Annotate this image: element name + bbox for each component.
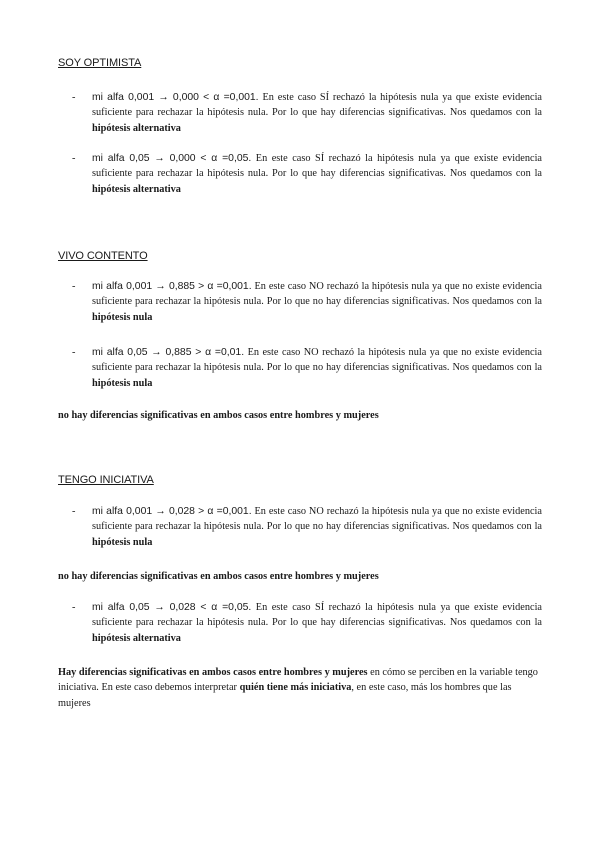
alpha-comparison: mi alfa 0,05 → 0,000 < α =0,05.	[92, 153, 252, 164]
explanation-text: En este caso NO rechazó la hipótesis nula ya que no existe evidencia suficiente para rechazar la hipótesis nula. Por lo que no hay diferencias significativas. Nos quedamos con la	[92, 347, 542, 374]
list-dash: -	[72, 347, 76, 358]
list-item	[72, 90, 542, 136]
explanation-text: En este caso SÍ rechazó la hipótesis nula ya que existe evidencia suficiente para rechazar la hipótesis nula. Por lo que hay diferencias significativas. Nos quedamos con la	[92, 602, 543, 629]
conclusion-paragraph	[58, 665, 542, 711]
list-dash: -	[72, 506, 76, 517]
alpha-comparison: mi alfa 0,001 → 0,028 > α =0,001.	[92, 506, 252, 517]
list-item-text	[92, 345, 542, 391]
list-dash: -	[72, 281, 76, 292]
list-item	[72, 600, 542, 646]
list-item-text	[92, 151, 542, 197]
conclusion-term: hipótesis nula	[92, 311, 153, 323]
list-item-text	[92, 90, 542, 136]
list-item-text	[92, 600, 542, 646]
explanation-text: En este caso NO rechazó la hipótesis nula ya que no existe evidencia suficiente para rechazar la hipótesis nula. Por lo que no hay diferencias significativas. Nos quedamos con la	[92, 281, 542, 308]
list-dash: -	[72, 602, 76, 613]
conclusion-term: hipótesis nula	[92, 377, 153, 389]
explanation-text: En este caso SÍ rechazó la hipótesis nula ya que existe evidencia suficiente para rechazar la hipótesis nula. Por lo que hay diferencias significativas. Nos quedamos con la	[92, 153, 543, 180]
conclusion-term: hipótesis alternativa	[92, 183, 181, 195]
conclusion-bold-1: Hay diferencias significativas en ambos casos entre hombres y mujeres	[58, 667, 368, 678]
list-item	[72, 279, 542, 325]
alpha-comparison: mi alfa 0,05 → 0,885 > α =0,01.	[92, 347, 245, 358]
explanation-text: En este caso NO rechazó la hipótesis nula ya que no existe evidencia suficiente para rechazar la hipótesis nula. Por lo que no hay diferencias significativas. Nos quedamos con la	[92, 506, 542, 533]
explanation-text: En este caso SÍ rechazó la hipótesis nula ya que existe evidencia suficiente para rechazar la hipótesis nula. Por lo que hay diferencias significativas. Nos quedamos con la	[92, 92, 542, 119]
list-item	[72, 151, 542, 197]
section-note: no hay diferencias significativas en ambos casos entre hombres y mujeres	[58, 410, 379, 421]
list-dash: -	[72, 153, 76, 164]
conclusion-bold-2: quién tiene más iniciativa	[239, 682, 352, 694]
list-item	[72, 504, 542, 550]
list-item-text	[92, 279, 542, 325]
section-note: no hay diferencias significativas en ambos casos entre hombres y mujeres	[58, 571, 379, 582]
conclusion-text-2: , en este caso, más los hombres que las mujeres	[58, 682, 512, 709]
conclusion-text-1: en cómo se perciben en la variable tengo iniciativa. En este caso debemos interpretar	[58, 667, 538, 694]
list-item	[72, 345, 542, 391]
list-dash: -	[72, 92, 76, 103]
conclusion-term: hipótesis alternativa	[92, 122, 181, 134]
conclusion-term: hipótesis nula	[92, 536, 153, 548]
section-heading-tengo-iniciativa: TENGO INICIATIVA	[58, 474, 154, 486]
conclusion-term: hipótesis alternativa	[92, 632, 181, 644]
section-heading-vivo-contento: VIVO CONTENTO	[58, 250, 148, 262]
section-heading-soy-optimista: SOY OPTIMISTA	[58, 57, 142, 69]
list-item-text	[92, 504, 542, 550]
alpha-comparison: mi alfa 0,001 → 0,000 < α =0,001.	[92, 92, 259, 103]
alpha-comparison: mi alfa 0,001 → 0,885 > α =0,001.	[92, 281, 252, 292]
alpha-comparison: mi alfa 0,05 → 0,028 < α =0,05.	[92, 602, 252, 613]
